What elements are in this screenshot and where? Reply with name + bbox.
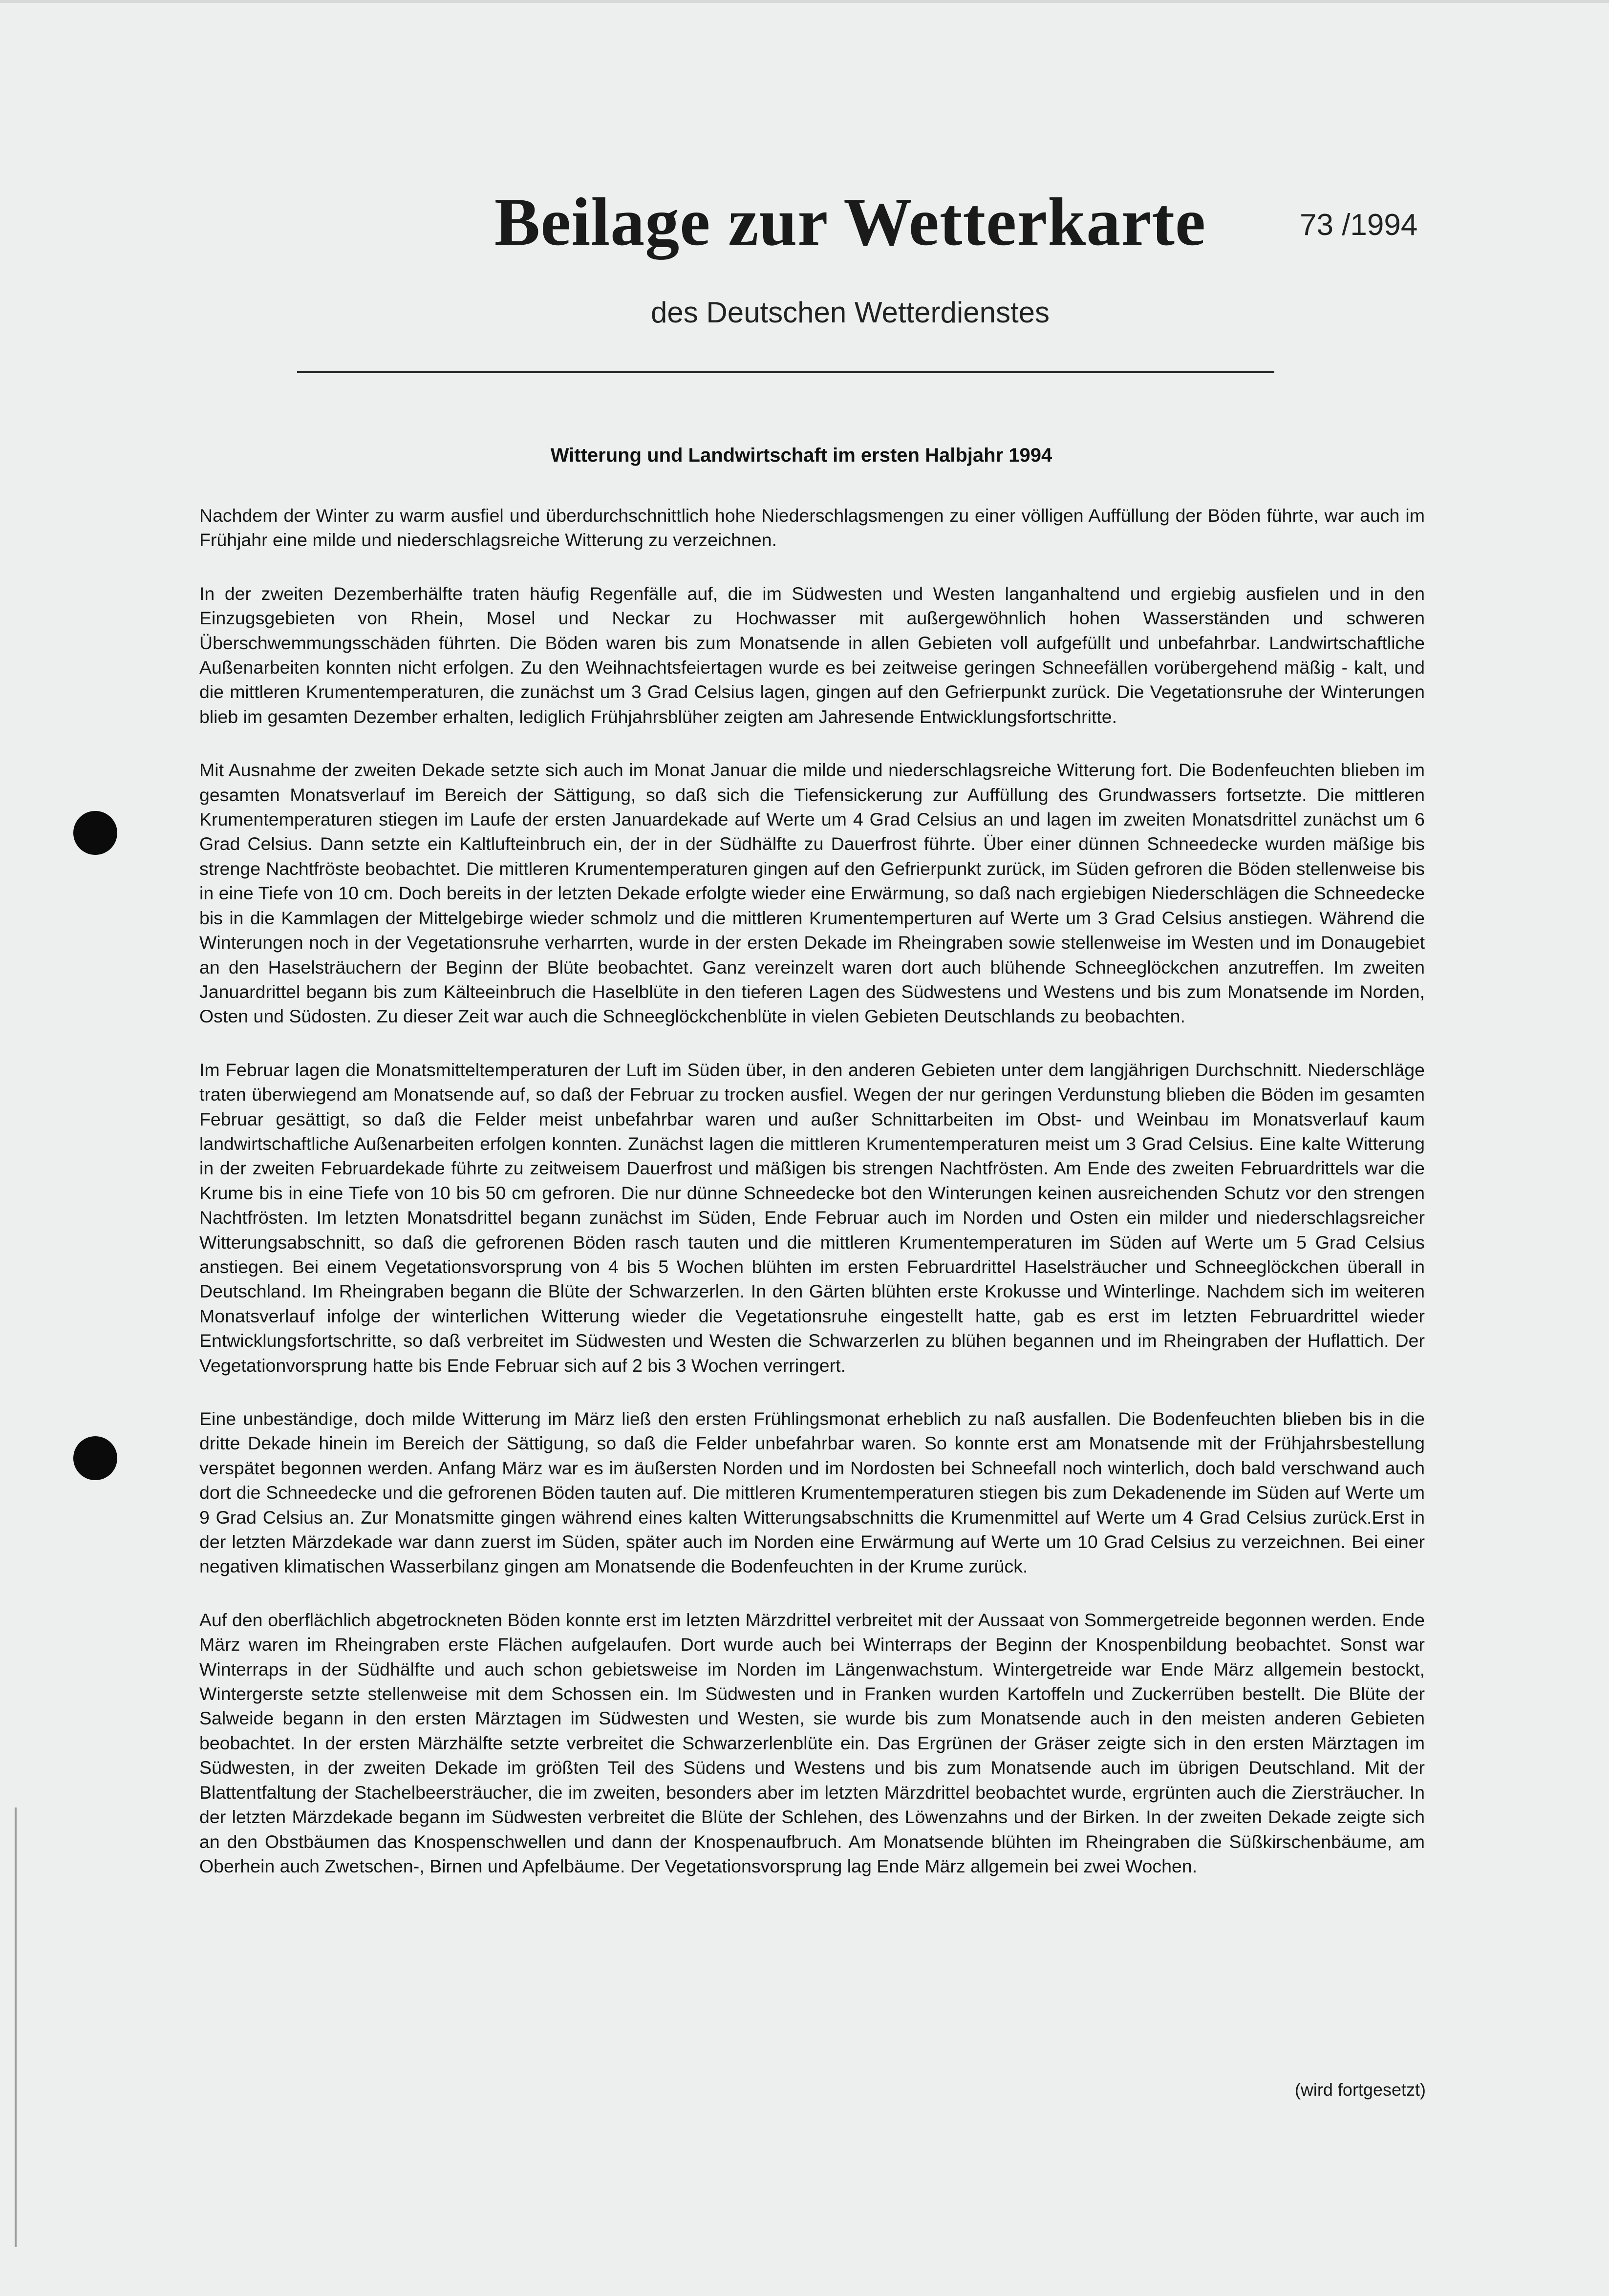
continued-note: (wird fortgesetzt) bbox=[1294, 2080, 1426, 2100]
page-left-edge bbox=[15, 1807, 17, 2247]
page-top-edge bbox=[0, 0, 1609, 3]
punch-hole-top bbox=[73, 811, 117, 855]
paragraph-december: In der zweiten Dezemberhälfte traten häufig Regenfälle auf, die im Südwesten und Westen langanhaltend und ergiebig ausfielen und in den Einzugsgebieten von Rhein, Mosel und Neckar zu Hochwasser mit außergewöhnlich hohen Wasserständen und schweren Überschwemmungsschäden führten. Die Böden waren bis zum Monatsende in allen Gebieten voll aufgefüllt und unbefahrbar. Landwirtschaftliche Außenarbeiten konnten nicht erfolgen. Zu den Weihnachtsfeiertagen wurde es bei zeitweise geringen Schneefällen vorübergehend mäßig - kalt, und die mittleren Krumentemperaturen, die zunächst um 3 Grad Celsius lagen, gingen auf den Gefrierpunkt zurück. Die Vegetationsruhe der Winterungen blieb im gesamten Dezember erhalten, lediglich Frühjahrsblüher zeigten am Jahresende Entwicklungsfortschritte. bbox=[199, 583, 1425, 727]
header-divider bbox=[297, 371, 1274, 373]
paragraph-january: Mit Ausnahme der zweiten Dekade setzte sich auch im Monat Januar die milde und niederschlagsreiche Witterung fort. Die Bodenfeuchten blieben im gesamten Monatsverlauf im Bereich der Sättigung, so daß sich die Tiefensickerung zur Auffüllung des Grundwassers fortsetzte. Die mittleren Krumentemperaturen stiegen im Laufe der ersten Januardekade auf Werte um 4 Grad Celsius an und lagen im zweiten Monatsdrittel zunächst um 6 Grad Celsius. Dann setzte ein Kaltlufteinbruch ein, der in der Südhälfte zu Dauerfrost führte. Über einer dünnen Schneedecke wurden mäßige bis strenge Nachtfröste beobachtet. Die mittleren Krumentemperaturen gingen auf den Gefrierpunkt zurück, im Süden gefroren die Böden stellenweise bis in eine Tiefe von 10 cm. Doch bereits in der letzten Dekade erfolgte wieder eine Erwärmung, so daß nach ergiebigen Niederschlägen die Schneedecke bis in die Kammlagen der Mittelgebirge wieder schmolz und die mittleren Krumentemperturen auf Werte um 3 Grad Celsius anstiegen. Während die Winterungen noch in der Vegetationsruhe verharrten, wurde in der ersten Dekade im Rheingraben sowie stellenweise im Westen und im Donaugebiet an den Haselsträuchern der Beginn der Blüte beobachtet. Ganz vereinzelt waren dort auch blühende Schneeglöckchen anzutreffen. Im zweiten Januardrittel begann bis zum Kälteeinbruch die Haselblüte in den tieferen Lagen des Südwestens und Westens und bis zum Monatsende im Norden, Osten und Südosten. Zu dieser Zeit war auch die Schneeglöckchenblüte in vielen Gebieten Deutschlands zu beobachten. bbox=[199, 760, 1425, 1027]
paragraph-march-weather: Eine unbeständige, doch milde Witterung im März ließ den ersten Frühlingsmonat erheblich zu naß ausfallen. Die Bodenfeuchten blieben bis in die dritte Dekade hinein im Bereich der Sättigung, so daß die Felder unbefahrbar waren. So konnte erst am Monatsende mit der Frühjahrsbestellung verspätet begonnen werden. Anfang März war es im äußersten Norden und im Nordosten bei Schneefall noch winterlich, doch bald verschwand auch dort die Schneedecke und die gefrorenen Böden tauten auf. Die mittleren Krumentemperaturen stiegen bis zum Dekadenende im Süden auf Werte um 9 Grad Celsius an. Zur Monatsmitte gingen während eines kalten Witterungsabschnitts die Krumenmittel auf Werte um 4 Grad Celsius zurück.Erst in der letzten Märzdekade war dann zuerst im Süden, später auch im Norden eine Erwärmung auf Werte um 10 Grad Celsius zu verzeichnen. Bei einer negativen klimatischen Wasserbilanz gingen am Monatsende die Bodenfeuchten in der Krume zurück. bbox=[199, 1408, 1425, 1577]
issue-number: 73 /1994 bbox=[1300, 208, 1418, 242]
paragraph-march-vegetation: Auf den oberflächlich abgetrockneten Böden konnte erst im letzten Märzdrittel verbreitet mit der Aussaat von Sommergetreide begonnen werden. Ende März waren im Rheingraben erste Flächen aufgelaufen. Dort wurde auch bei Winterraps der Beginn der Knospenbildung beobachtet. Sonst war Winterraps in der Südhälfte und auch schon gebietsweise im Norden im Längenwachstum. Wintergetreide war Ende März allgemein bestockt, Wintergerste setzte stellenweise mit dem Schossen ein. Im Südwesten und in Franken wurden Kartoffeln und Zuckerrüben bestellt. Die Blüte der Salweide begann in den ersten Märztagen im Südwesten und Westen, sie wurde bis zum Monatsende auch in den meisten anderen Gebieten beobachtet. In der ersten Märzhälfte setzte verbreitet die Schwarzerlenblüte ein. Das Ergrünen der Gräser zeigte sich in den ersten Märztagen im Südwesten, in der zweiten Dekade im größten Teil des Südens und Westens und bis zum Monatsende auch im übrigen Deutschland. Mit der Blattentfaltung der Stachelbeersträucher, die im zweiten, besonders aber im letzten Märzdrittel beobachtet wurde, ergrünten auch die Ziersträucher. In der letzten Märzdekade begann im Südwesten verbreitet die Blüte der Schlehen, des Löwenzahns und der Birken. In der zweiten Dekade zeigte sich an den Obstbäumen das Knospenschwellen und dann der Knospenaufbruch. Am Monatsende blühten im Rheingraben die Süßkirschenbäume, am Oberhein auch Zwetschen-, Birnen und Apfelbäume. Der Vegetationsvorsprung lag Ende März allgemein bei zwei Wochen. bbox=[199, 1609, 1425, 1876]
punch-hole-bottom bbox=[73, 1436, 117, 1480]
article-heading: Witterung und Landwirtschaft im ersten Halbjahr 1994 bbox=[550, 445, 1052, 466]
document-subtitle: des Deutschen Wetterdienstes bbox=[650, 296, 1050, 329]
paragraph-intro: Nachdem der Winter zu warm ausfiel und überdurchschnittlich hohe Niederschlagsmengen zu einer völligen Auffüllung der Böden führte, war auch im Frühjahr eine milde und niederschlagsreiche Witterung zu verzeichnen. bbox=[199, 505, 1425, 551]
paragraph-february: Im Februar lagen die Monatsmitteltemperaturen der Luft im Süden über, in den anderen Gebieten unter dem langjährigen Durchschnitt. Niederschläge traten überwiegend am Monatsende auf, so daß der Februar zu trocken ausfiel. Wegen der nur geringen Verdunstung blieben die Böden im gesamten Februar gesättigt, so daß die Felder meist unbefahrbar waren und außer Schnittarbeiten im Obst- und Weinbau im Monatsverlauf kaum landwirtschaftliche Außenarbeiten erfolgen konnten. Zunächst lagen die mittleren Krumentemperaturen meist um 3 Grad Celsius. Eine kalte Witterung in der zweiten Februardekade führte zu zeitweisem Dauerfrost und mäßigen bis strengen Nachtfrösten. Am Ende des zweiten Februardrittels war die Krume bis in eine Tiefe von 10 bis 50 cm gefroren. Die nur dünne Schneedecke bot den Winterungen keinen ausreichenden Schutz vor den strengen Nachtfrösten. Im letzten Monatsdrittel begann zunächst im Süden, Ende Februar auch im Norden und Osten ein milder und niederschlagsreicher Witterungsabschnitt, so daß die gefrorenen Böden rasch tauten und die mittleren Krumentemperaturen im Süden auf Werte um 5 Grad Celsius anstiegen. Bei einem Vegetationsvorsprung von 4 bis 5 Wochen blühten im ersten Februardrittel Haselsträucher und Schneeglöckchen überall in Deutschland. Im Rheingraben begann die Blüte der Schwarzerlen. In den Gärten blühten erste Krokusse und Winterlinge. Nachdem sich im weiteren Monatsverlauf infolge der winterlichen Witterung wieder die Vegetationsruhe eingestellt hatte, gab es erst im letzten Februardrittel wieder Entwicklungsfortschritte, so daß verbreitet im Südwesten und Westen die Schwarzerlen zu blühen begannen und im Rheingraben der Huflattich. Der Vegetationvorsprung hatte bis Ende Februar sich auf 2 bis 3 Wochen verringert. bbox=[199, 1059, 1425, 1376]
document-title: Beilage zur Wetterkarte bbox=[494, 184, 1206, 260]
article-body bbox=[199, 503, 1425, 1907]
